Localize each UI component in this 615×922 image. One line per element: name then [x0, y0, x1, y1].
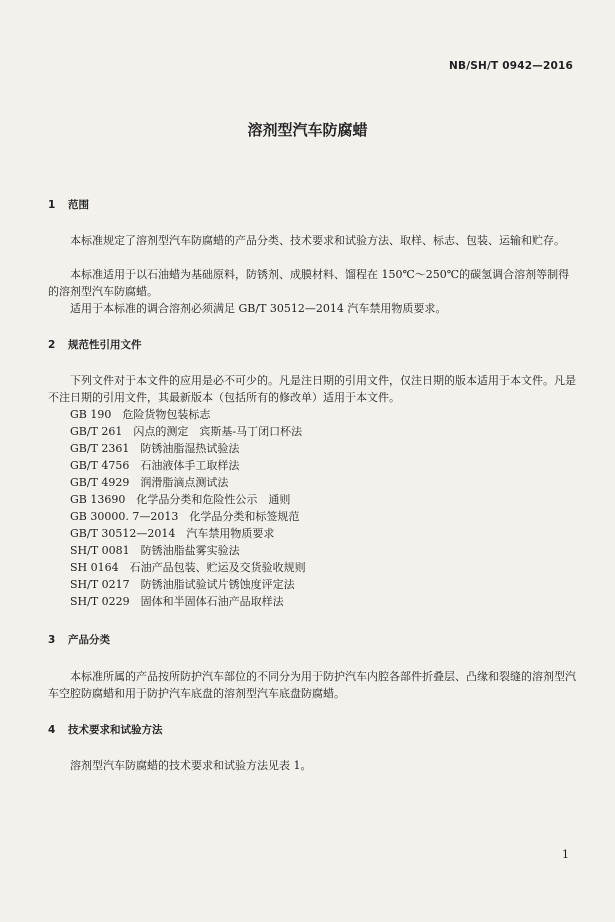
section-2-intro: 下列文件对于本文件的应用是必不可少的。凡是注日期的引用文件，仅注日期的版本适用于本文件。凡是不注日期的引用文件，其最新版本（包括所有的修改单）适用于本文件。 — [48, 374, 576, 404]
reference-item: GB/T 4756 石油液体手工取样法 — [70, 459, 240, 472]
reference-item: SH/T 0217 防锈油脂试验试片锈蚀度评定法 — [70, 578, 295, 591]
section-4-paragraph-1: 溶剂型汽车防腐蜡的技术要求和试验方法见表 1。 — [70, 759, 312, 772]
section-title: 范围 — [68, 199, 89, 211]
section-number: 2 — [48, 339, 56, 351]
reference-item: GB/T 2361 防锈油脂湿热试验法 — [70, 442, 240, 455]
section-title: 产品分类 — [68, 634, 110, 646]
section-2-heading — [48, 337, 142, 352]
section-title: 规范性引用文件 — [68, 339, 142, 351]
reference-item: GB/T 30512—2014 汽车禁用物质要求 — [70, 527, 275, 540]
page-number: 1 — [562, 848, 569, 861]
section-4-heading — [48, 722, 163, 737]
reference-item: SH/T 0229 固体和半固体石油产品取样法 — [70, 595, 284, 608]
section-number: 3 — [48, 634, 56, 646]
reference-item: GB 190 危险货物包装标志 — [70, 408, 211, 421]
standard-code: NB/SH/T 0942—2016 — [449, 60, 573, 72]
section-3-paragraph-1: 本标准所属的产品按所防护汽车部位的不同分为用于防护汽车内腔各部件折叠层、凸缘和裂缝的溶剂型汽车空腔防腐蜡和用于防护汽车底盘的溶剂型汽车底盘防腐蜡。 — [48, 670, 576, 700]
section-title: 技术要求和试验方法 — [68, 724, 163, 736]
section-1-paragraph-2: 本标准适用于以石油蜡为基础原料，防锈剂、成膜材料、馏程在 150℃～250℃的碳氢调合溶剂等制得的溶剂型汽车防腐蜡。 — [48, 268, 570, 298]
section-3-heading — [48, 632, 110, 647]
reference-item: SH/T 0081 防锈油脂盐雾实验法 — [70, 544, 240, 557]
section-number: 4 — [48, 724, 56, 736]
reference-item: GB/T 4929 润滑脂滴点测试法 — [70, 476, 229, 489]
section-1-paragraph-3: 适用于本标准的调合溶剂必须满足 GB/T 30512—2014 汽车禁用物质要求。 — [70, 302, 447, 315]
section-1-heading — [48, 197, 89, 212]
section-1-paragraph-1: 本标准规定了溶剂型汽车防腐蜡的产品分类、技术要求和试验方法、取样、标志、包装、运输和贮存。 — [70, 234, 565, 247]
reference-item: GB/T 261 闪点的测定 宾斯基-马丁闭口杯法 — [70, 425, 303, 438]
reference-item: SH 0164 石油产品包装、贮运及交货验收规则 — [70, 561, 306, 574]
reference-item: GB 13690 化学品分类和危险性公示 通则 — [70, 493, 291, 506]
document-title: 溶剂型汽车防腐蜡 — [247, 121, 368, 139]
section-number: 1 — [48, 199, 56, 211]
reference-item: GB 30000. 7—2013 化学品分类和标签规范 — [70, 510, 300, 523]
